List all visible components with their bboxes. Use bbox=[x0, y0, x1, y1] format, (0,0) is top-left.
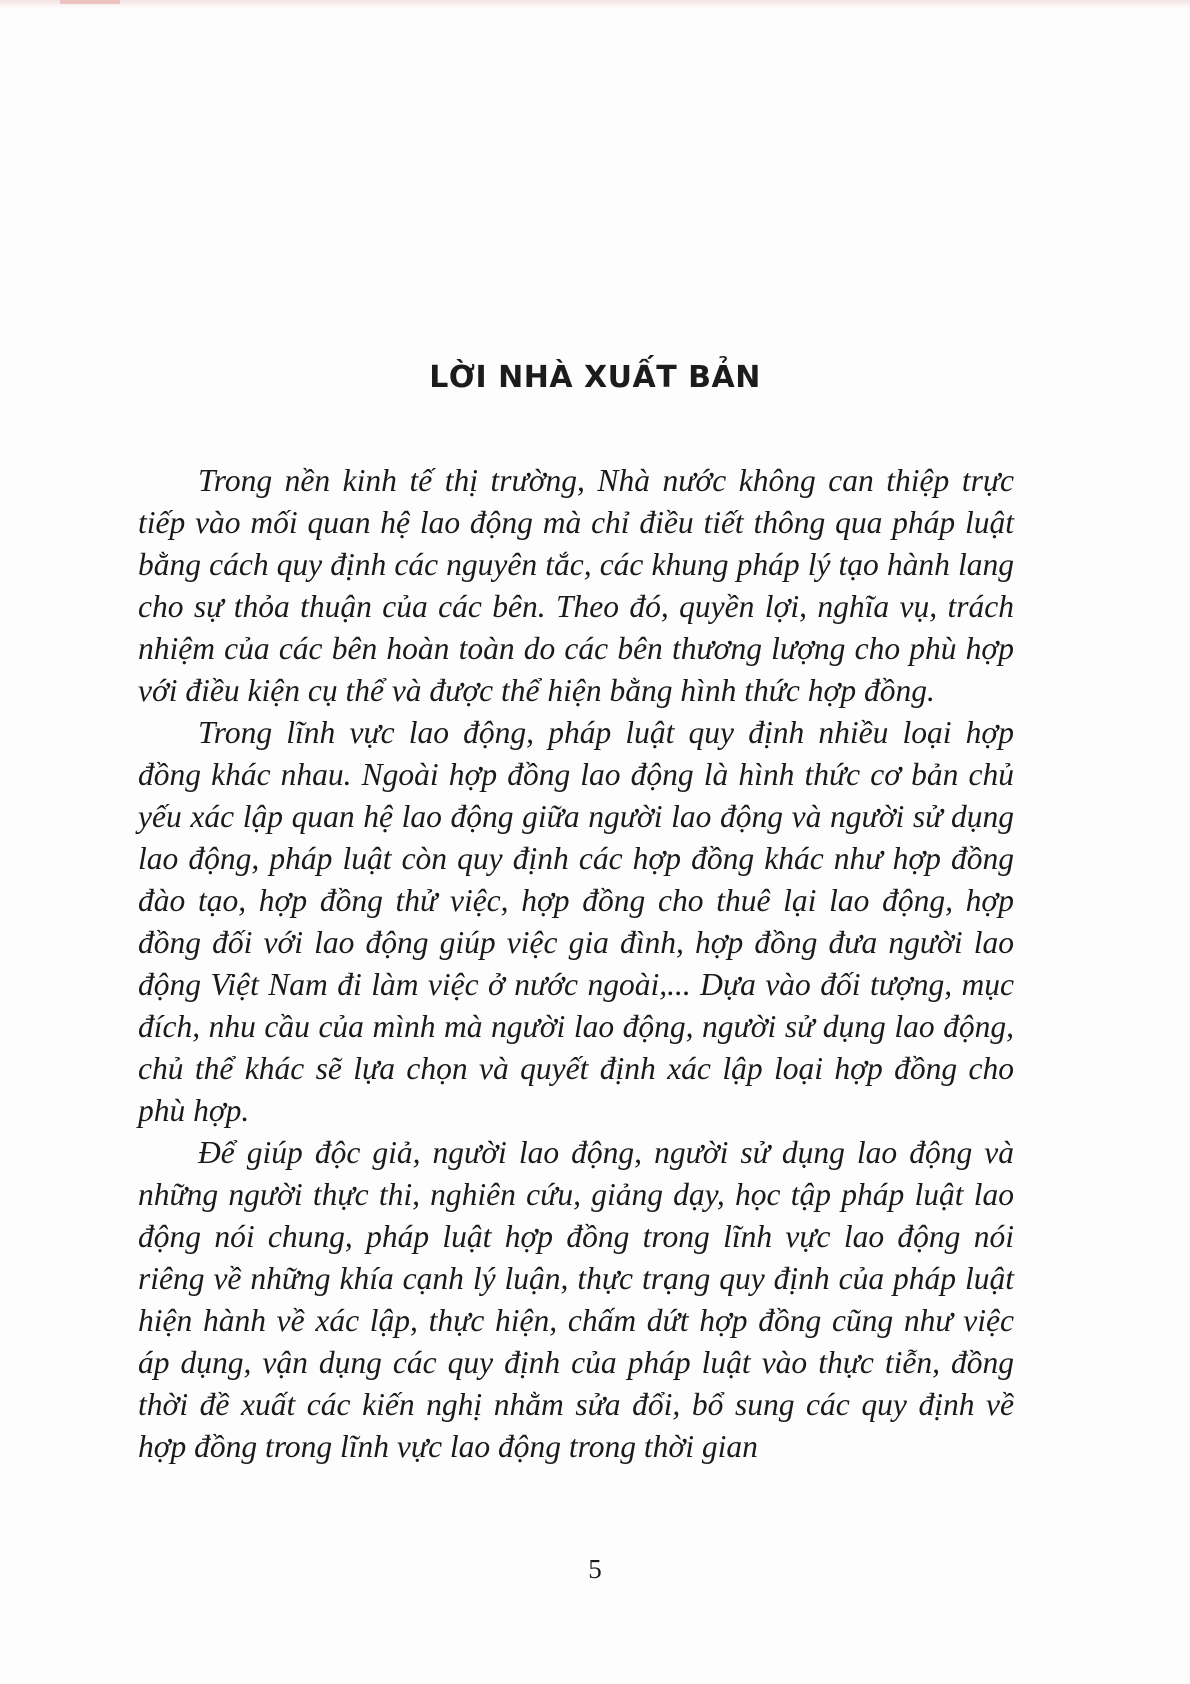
paragraph-2: Trong lĩnh vực lao động, pháp luật quy định nhiều loại hợp đồng khác nhau. Ngoài hợp đồng lao động là hình thức cơ bản chủ yếu xác lập quan hệ lao động giữa người lao động và người sử dụng lao động, pháp luật còn quy định các hợp đồng khác như hợp đồng đào tạo, hợp đồng thử việc, hợp đồng cho thuê lại lao động, hợp đồng đối với lao động giúp việc gia đình, hợp đồng đưa người lao động Việt Nam đi làm việc ở nước ngoài,... Dựa vào đối tượng, mục đích, nhu cầu của mình mà người lao động, người sử dụng lao động, chủ thể khác sẽ lựa chọn và quyết định xác lập loại hợp đồng cho phù hợp. bbox=[138, 715, 1014, 1128]
page-number: 5 bbox=[588, 1554, 602, 1584]
paragraph-3: Để giúp độc giả, người lao động, người sử dụng lao động và những người thực thi, nghiên cứu, giảng dạy, học tập pháp luật lao động nói chung, pháp luật hợp đồng trong lĩnh vực lao động nói riêng về những khía cạnh lý luận, thực trạng quy định của pháp luật hiện hành về xác lập, thực hiện, chấm dứt hợp đồng cũng như việc áp dụng, vận dụng các quy định của pháp luật vào thực tiễn, đồng thời đề xuất các kiến nghị nhằm sửa đổi, bổ sung các quy định về hợp đồng trong lĩnh vực lao động trong thời gian bbox=[138, 1135, 1014, 1464]
body-text bbox=[138, 460, 1014, 1468]
paragraph-1: Trong nền kinh tế thị trường, Nhà nước không can thiệp trực tiếp vào mối quan hệ lao động mà chỉ điều tiết thông qua pháp luật bằng cách quy định các nguyên tắc, các khung pháp lý tạo hành lang cho sự thỏa thuận của các bên. Theo đó, quyền lợi, nghĩa vụ, trách nhiệm của các bên hoàn toàn do các bên thương lượng cho phù hợp với điều kiện cụ thể và được thể hiện bằng hình thức hợp đồng. bbox=[138, 463, 1014, 708]
page-title: LỜI NHÀ XUẤT BẢN bbox=[429, 360, 761, 395]
page-top-edge bbox=[0, 0, 1190, 10]
page-edge-mark bbox=[60, 0, 120, 4]
